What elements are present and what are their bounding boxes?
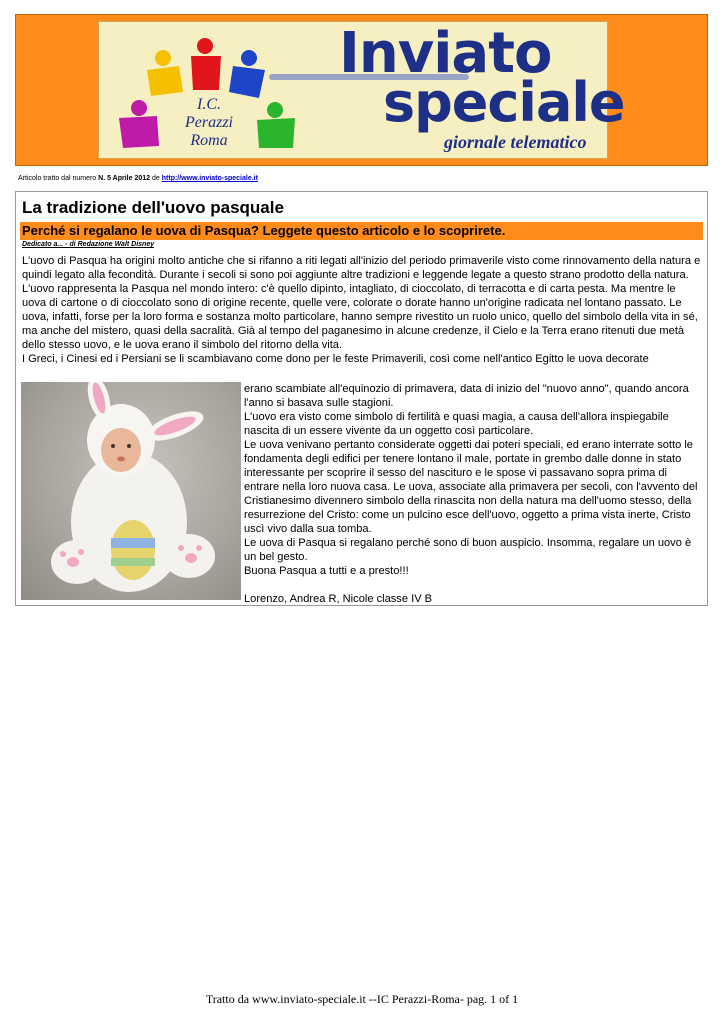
paragraph: Le uova di Pasqua si regalano perché sono di buon auspicio. Insomma, regalare un uovo è un bel gesto. bbox=[244, 537, 692, 563]
article-box bbox=[15, 191, 708, 606]
masthead-banner bbox=[15, 14, 708, 166]
logo-ic-line: Roma bbox=[190, 132, 228, 149]
article-body-wrapped bbox=[244, 382, 702, 606]
bunny-costume-baby-photo bbox=[21, 382, 241, 600]
logo-ic-line: Perazzi bbox=[185, 114, 233, 131]
logo-ic-line: I.C. bbox=[197, 96, 221, 113]
paragraph: Buona Pasqua a tutti e a presto!!! bbox=[244, 565, 409, 577]
newspaper-logo bbox=[98, 21, 625, 159]
logo-title-inviato: Inviato bbox=[339, 21, 552, 86]
logo-school-name bbox=[179, 96, 239, 150]
issue-number: N. 5 Aprile 2012 bbox=[98, 175, 151, 182]
article-body bbox=[22, 254, 702, 366]
logo-title-speciale: speciale bbox=[383, 71, 625, 134]
article-title: La tradizione dell'uovo pasquale bbox=[22, 198, 284, 217]
paragraph: I Greci, i Cinesi ed i Persiani se li scambiavano come dono per le feste Primaverili, così come nell'antico Egitto le uova decorate bbox=[22, 353, 649, 365]
source-mid: de bbox=[152, 175, 160, 182]
source-line bbox=[18, 175, 258, 182]
paragraph: L'uovo era visto come simbolo di fertilità e quasi magia, a causa dell'allora inspiegabile nascita di un essere vivente da un oggetto così particolare. bbox=[244, 411, 669, 437]
paragraph: Le uova venivano pertanto considerate oggetti dai poteri speciali, ed erano interrate sotto le fondamenta degli edifici per tenere lontano il male, portate in grembo dalle donne in stato interessante per scoprire il sesso del nascituro e le spose vi passavano sopra prima di entrare nella loro nuova casa. Le uova, associate alla primavera per secoli, con l'avvento del Cristianesimo divennero simbolo della rinascita non della natura ma dell'uomo stesso, della resurrezione del Cristo: come un pulcino esce dell'uovo, oggetto a prima vista inerte, Cristo uscì vivo dalla sua tomba. bbox=[244, 439, 698, 535]
bunny-photo-illustration bbox=[21, 382, 241, 600]
source-prefix: Articolo tratto dal numero bbox=[18, 175, 97, 182]
article-signature: Lorenzo, Andrea R, Nicole classe IV B bbox=[244, 593, 433, 605]
logo-subtitle: giornale telematico bbox=[444, 132, 587, 152]
paragraph: L'uovo rappresenta la Pasqua nel mondo intero: c'è quello dipinto, intagliato, di cioccolato, di terracotta e di carta pesta. Ma mentre le uova di cartone o di cioccolato sono di origine recente, quelle vere, colorate o dorate hanno un'origine radicata nel lontano passato. Le uova, infatti, forse per la loro forma e sostanza molto particolare, hanno sempre rivestito un ruolo unico, quello del simbolo della vita in sé, ma anche del mistero, quasi della sacralità. Già al tempo del paganesimo in alcune credenze, il Cielo e la Terra erano ritenuti due metà dello stesso uovo, e le uova erano il simbolo del ritorno della vita. bbox=[22, 283, 698, 351]
paragraph: L'uovo di Pasqua ha origini molto antiche che si rifanno a riti legati all'inizio del periodo primaverile visto come rinnovamento della natura e quindi legato alla fecondità. Durante i secoli si sono poi aggiunte altre tradizioni e leggende legate a questo strano prodotto della natura. bbox=[22, 255, 701, 281]
site-link[interactable]: http://www.inviato-speciale.it bbox=[161, 175, 258, 182]
article-subtitle: Perché si regalano le uova di Pasqua? Leggete questo articolo e lo scoprirete. bbox=[22, 223, 506, 238]
paragraph: erano scambiate all'equinozio di primavera, data di inizio del "nuovo anno", quando ancora l'anno si basava sulle stagioni. bbox=[244, 383, 689, 409]
article-byline: Dedicato a... - di Redazione Walt Disney bbox=[22, 241, 155, 248]
page-footer: Tratto da www.inviato-speciale.it --IC Perazzi-Roma- pag. 1 of 1 bbox=[205, 992, 519, 1006]
